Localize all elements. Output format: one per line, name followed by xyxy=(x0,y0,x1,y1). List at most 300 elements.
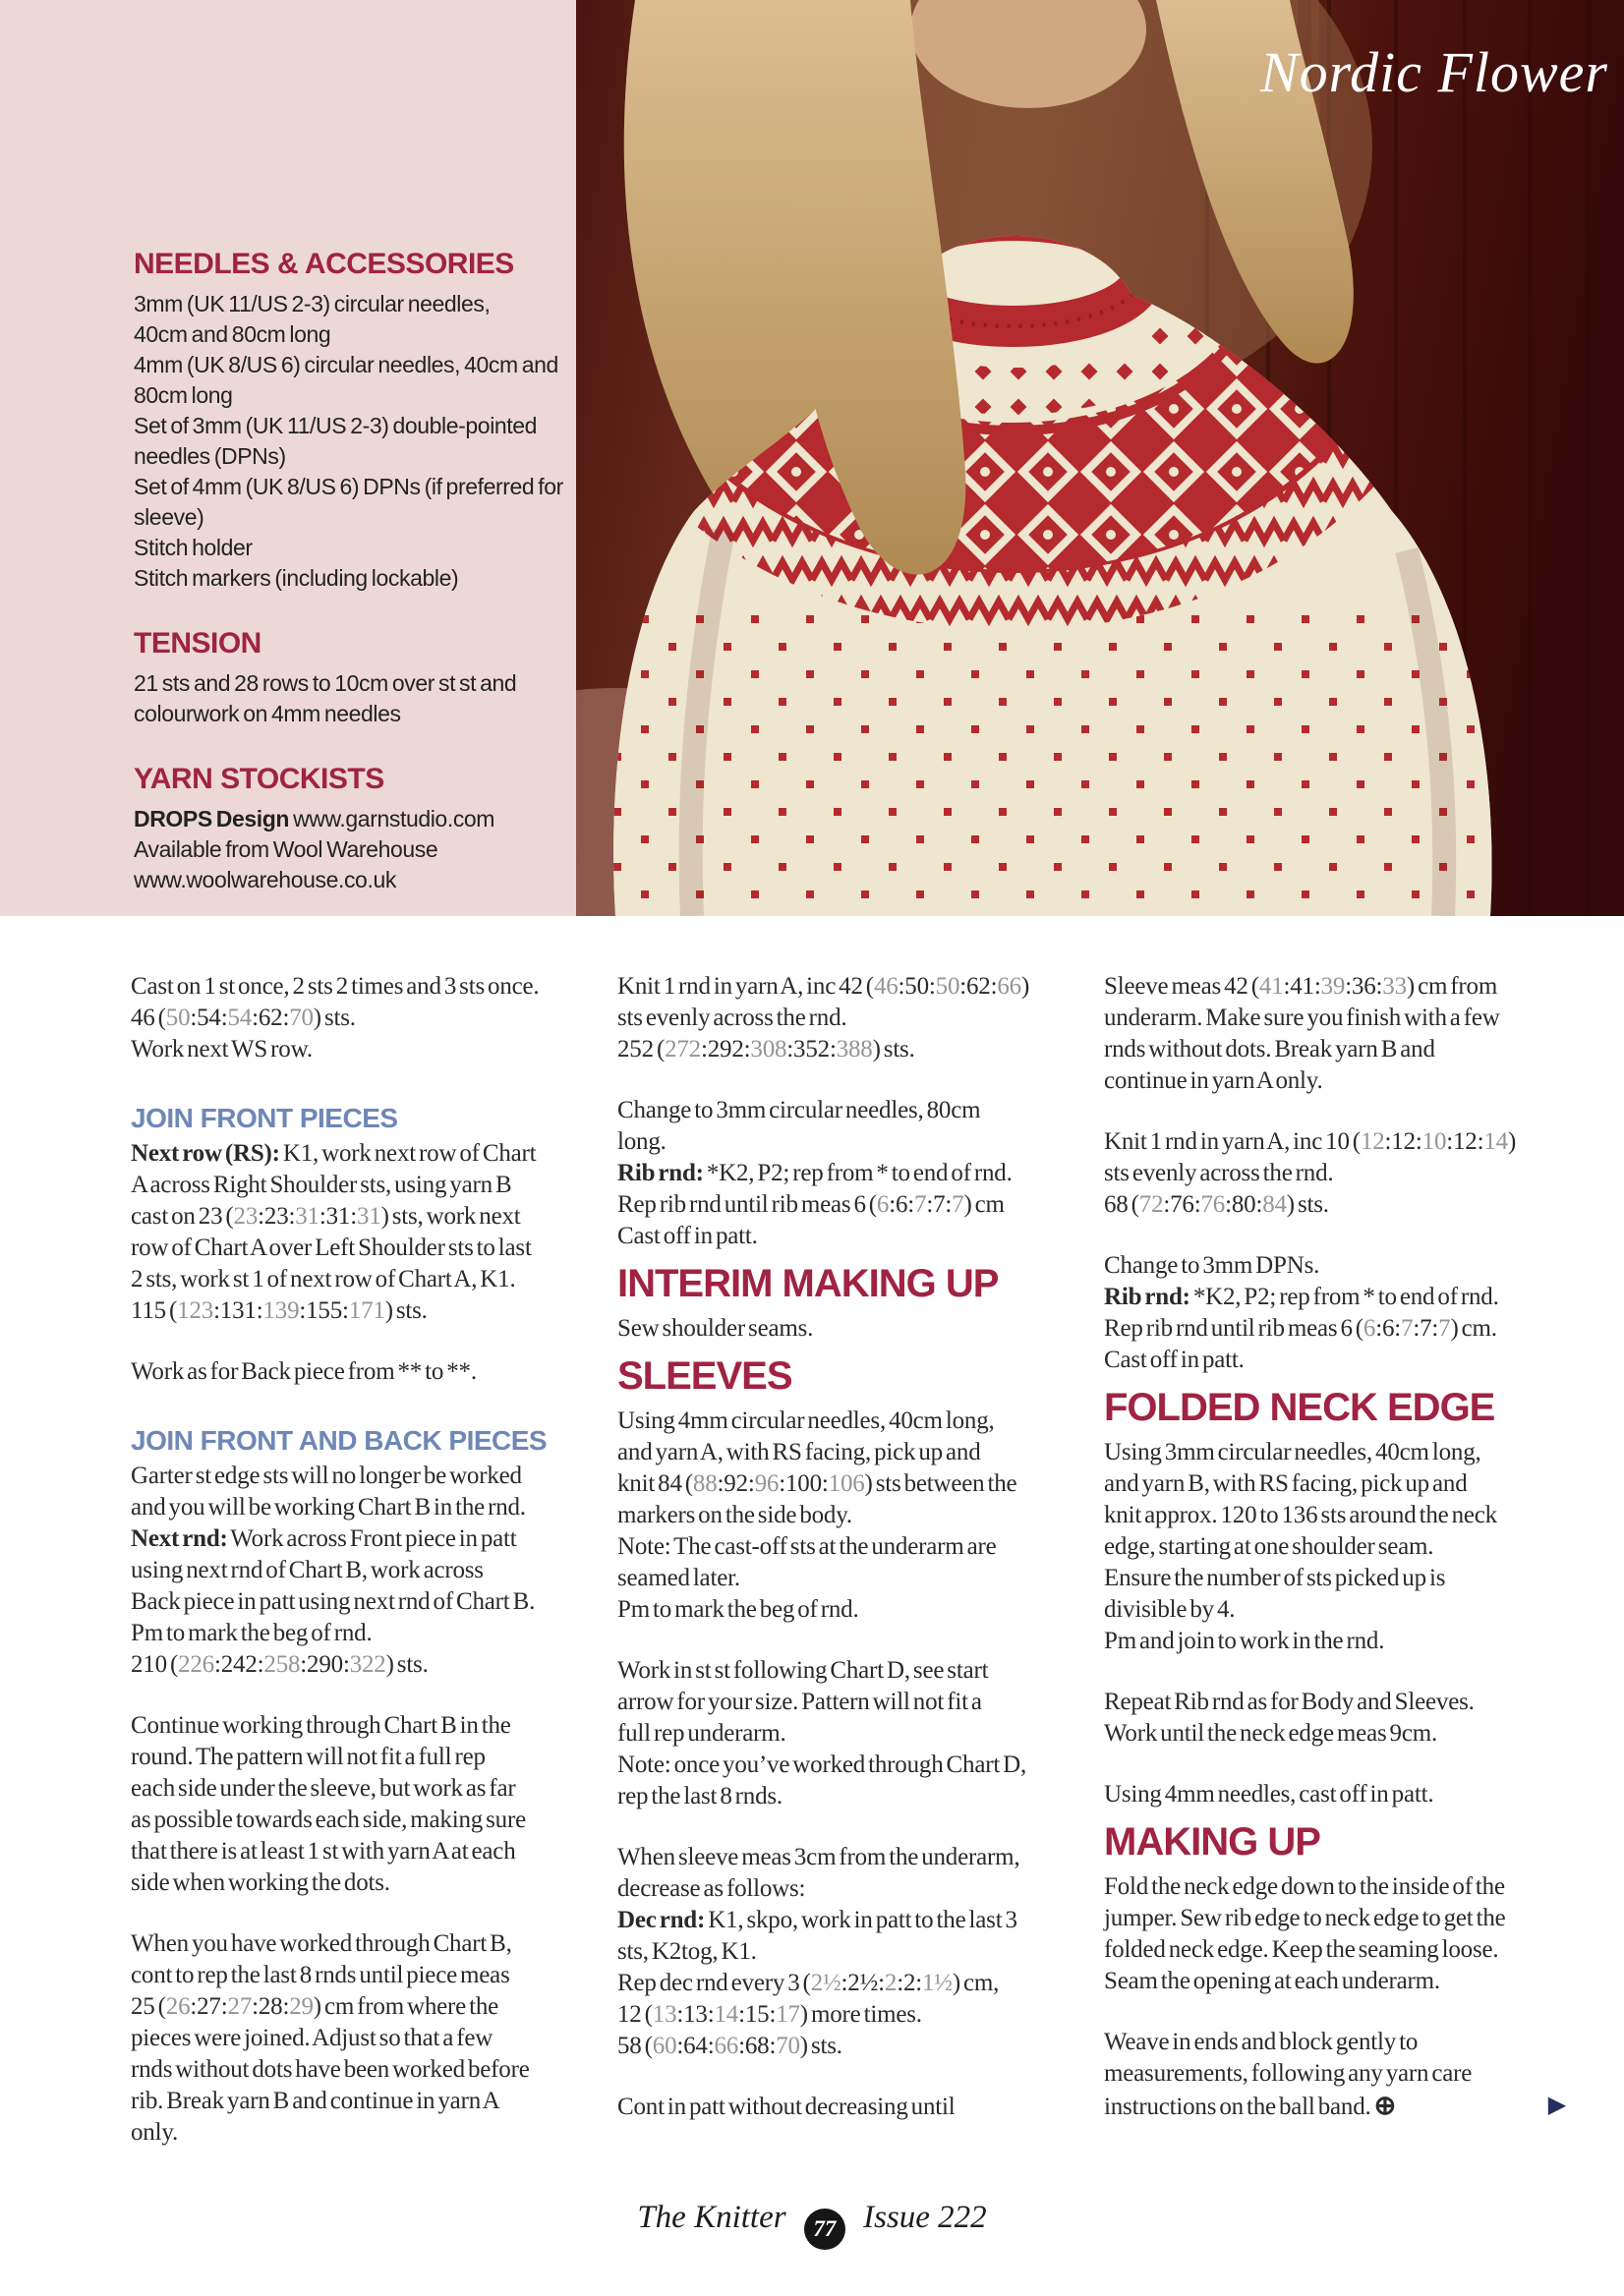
text-run: :2½: xyxy=(841,1970,885,1996)
text-line xyxy=(1104,1779,1566,1810)
section-heading: FOLDED NECK EDGE xyxy=(1104,1386,1495,1429)
paragraph-gap xyxy=(131,1327,593,1356)
pattern-paragraph xyxy=(1104,1437,1566,1657)
text-run: :92: xyxy=(717,1470,755,1497)
text-line xyxy=(134,699,568,729)
text-run: Using 4mm needles, cast off in patt. xyxy=(1104,1781,1434,1808)
text-run: 88 xyxy=(692,1470,718,1497)
text-run: rib. Break yarn B and continue in yarn A xyxy=(131,2088,500,2114)
text-run: 388 xyxy=(836,1036,873,1062)
text-line xyxy=(134,804,568,834)
text-line xyxy=(1104,1345,1566,1376)
text-line xyxy=(1104,1034,1566,1065)
text-line xyxy=(131,971,593,1003)
text-run: When you have worked through Chart B, xyxy=(131,1930,512,1957)
text-run: 7 xyxy=(914,1191,927,1218)
text-run: ) sts. xyxy=(313,1004,356,1031)
text-run: Available from Wool Warehouse xyxy=(134,836,438,862)
text-run: Note: once you’ve worked through Chart D, xyxy=(617,1751,1027,1778)
text-line xyxy=(131,1586,593,1618)
text-line xyxy=(617,1781,1079,1812)
text-run: 72 xyxy=(1138,1191,1164,1218)
section-heading: MAKING UP xyxy=(1104,1820,1320,1864)
pattern-paragraph xyxy=(617,1406,1079,1626)
text-run: 46 xyxy=(873,973,899,1000)
text-line xyxy=(1104,2090,1566,2123)
text-line xyxy=(131,1233,593,1264)
text-run: :6: xyxy=(1375,1315,1402,1342)
section-heading: SLEEVES xyxy=(617,1354,792,1398)
text-run: Next rnd: xyxy=(131,1525,228,1552)
text-run: :76: xyxy=(1163,1191,1201,1218)
text-run: Using 3mm circular needles, 40cm long, xyxy=(1104,1439,1481,1465)
text-line xyxy=(1104,1531,1566,1563)
sub-heading: JOIN FRONT AND BACK PIECES xyxy=(131,1425,548,1456)
text-line xyxy=(617,1003,1079,1034)
text-run: 1½ xyxy=(922,1970,953,1996)
text-line xyxy=(134,319,568,350)
text-run: Ensure the number of sts picked up is xyxy=(1104,1565,1446,1591)
text-line xyxy=(131,2023,593,2054)
text-run: 10 xyxy=(1421,1128,1447,1155)
text-run: :50: xyxy=(898,973,936,1000)
text-run: Cast off in patt. xyxy=(1104,1347,1245,1373)
text-line xyxy=(617,1750,1079,1781)
text-run: 12 ( xyxy=(617,2001,653,2028)
text-line xyxy=(1104,1250,1566,1282)
text-run: that there is at least 1 st with yarn A at each xyxy=(131,1838,516,1865)
text-run: arrow for your size. Pattern will not fit a xyxy=(617,1689,982,1715)
text-line xyxy=(134,472,568,502)
text-run: :64: xyxy=(676,2033,715,2059)
pattern-paragraph xyxy=(617,1655,1079,1812)
text-line xyxy=(134,668,568,699)
text-run: 96 xyxy=(754,1470,780,1497)
paragraph-gap xyxy=(617,1812,1079,1842)
text-run: sleeve) xyxy=(134,504,204,530)
text-run: 66 xyxy=(714,2033,739,2059)
text-line xyxy=(617,1687,1079,1718)
text-run: 171 xyxy=(348,1297,385,1324)
text-run: :23: xyxy=(258,1203,296,1230)
issue-label: Issue 222 xyxy=(863,2200,987,2235)
text-run: colourwork on 4mm needles xyxy=(134,701,401,726)
text-run: side when working the dots. xyxy=(131,1869,390,1896)
text-run: 6 xyxy=(1363,1315,1376,1342)
text-line xyxy=(1104,2027,1566,2058)
text-line xyxy=(134,834,568,865)
text-line xyxy=(1104,1003,1566,1034)
text-run: 106 xyxy=(828,1470,865,1497)
pattern-paragraph xyxy=(1104,1871,1566,1997)
text-run: Set of 4mm (UK 8/US 6) DPNs (if preferred for xyxy=(134,474,563,499)
text-line xyxy=(131,1991,593,2023)
text-run: pieces were joined. Adjust so that a few xyxy=(131,2025,493,2051)
text-line xyxy=(617,1594,1079,1626)
text-run: 41 xyxy=(1258,973,1284,1000)
info-section-heading: NEEDLES & ACCESSORIES xyxy=(134,248,514,280)
pattern-paragraph xyxy=(1104,1779,1566,1810)
text-run: measurements, following any yarn care xyxy=(1104,2060,1473,2087)
text-run: Rep rib rnd until rib meas 6 ( xyxy=(617,1191,877,1218)
text-run: Note: The cast-off sts at the underarm are xyxy=(617,1533,997,1560)
text-run: ) sts. xyxy=(872,1036,915,1062)
text-run: Next row (RS): xyxy=(131,1140,280,1167)
text-run: 40cm and 80cm long xyxy=(134,321,331,347)
pattern-paragraph xyxy=(131,1928,593,2149)
paragraph-gap xyxy=(617,2062,1079,2092)
text-line xyxy=(131,2117,593,2149)
text-run: 66 xyxy=(997,973,1021,1000)
text-run: :7: xyxy=(1413,1315,1439,1342)
text-run: Sleeve meas 42 ( xyxy=(1104,973,1259,1000)
text-run: 23 xyxy=(233,1203,259,1230)
text-run: 7 xyxy=(1401,1315,1414,1342)
text-run: and yarn A, with RS facing, pick up and xyxy=(617,1439,981,1465)
text-line xyxy=(131,1742,593,1773)
text-line xyxy=(131,1138,593,1170)
text-run: 14 xyxy=(714,2001,739,2028)
text-run: continue in yarn A only. xyxy=(1104,1067,1323,1094)
text-run: Pm and join to work in the rnd. xyxy=(1104,1628,1385,1654)
text-run: rep the last 8 rnds. xyxy=(617,1783,783,1809)
paragraph-gap xyxy=(1104,1221,1566,1250)
paragraph-gap xyxy=(617,1065,1079,1095)
text-run: 139 xyxy=(262,1297,300,1324)
text-line xyxy=(134,502,568,533)
pattern-title: Nordic Flower xyxy=(1259,40,1608,104)
text-run: ) cm xyxy=(963,1191,1005,1218)
text-line xyxy=(131,1523,593,1555)
text-run: Rep dec rnd every 3 ( xyxy=(617,1970,811,1996)
text-run: Dec rnd: xyxy=(617,1907,706,1933)
paragraph-gap xyxy=(131,1388,593,1417)
paragraph-gap xyxy=(1104,1997,1566,2027)
text-run: ) sts. xyxy=(1286,1191,1329,1218)
text-run: sts evenly across the rnd. xyxy=(617,1004,847,1031)
text-run: using next rnd of Chart B, work across xyxy=(131,1557,484,1583)
text-run: :62: xyxy=(959,973,998,1000)
text-run: Back piece in patt using next rnd of Chart B. xyxy=(131,1588,536,1615)
text-run: cast on 23 ( xyxy=(131,1203,234,1230)
text-run: 123 xyxy=(177,1297,214,1324)
text-line xyxy=(134,533,568,563)
text-run: needles (DPNs) xyxy=(134,443,286,469)
text-line xyxy=(131,1649,593,1681)
text-run: each side under the sleeve, but work as far xyxy=(131,1775,516,1802)
text-run: sts evenly across the rnd. xyxy=(1104,1160,1334,1186)
info-panel xyxy=(0,0,576,916)
text-line xyxy=(617,971,1079,1003)
text-run: :15: xyxy=(738,2001,777,2028)
text-line xyxy=(1104,1687,1566,1718)
text-line xyxy=(1104,1871,1566,1903)
text-run: ) cm from where the xyxy=(313,1993,499,2020)
text-line xyxy=(617,2092,1079,2123)
text-line xyxy=(1104,1468,1566,1500)
text-run: :6: xyxy=(889,1191,915,1218)
pattern-paragraph xyxy=(1104,1687,1566,1750)
text-line xyxy=(131,1928,593,1960)
text-line xyxy=(617,1718,1079,1750)
text-run: rnds without dots have been worked before xyxy=(131,2056,530,2083)
pattern-paragraph xyxy=(617,1095,1079,1252)
text-line xyxy=(1104,2058,1566,2090)
text-run: 13 xyxy=(652,2001,677,2028)
text-run: 3mm (UK 11/US 2-3) circular needles, xyxy=(134,291,491,316)
text-run: 70 xyxy=(776,2033,800,2059)
text-run: 46 ( xyxy=(131,1004,166,1031)
text-line xyxy=(131,1805,593,1836)
text-run: and yarn B, with RS facing, pick up and xyxy=(1104,1470,1468,1497)
text-run: :100: xyxy=(779,1470,829,1497)
text-run: www.garnstudio.com xyxy=(289,806,495,832)
text-line xyxy=(131,1555,593,1586)
text-run: ) cm from xyxy=(1406,973,1498,1000)
text-run: 70 xyxy=(289,1004,314,1031)
text-run: Cast off in patt. xyxy=(617,1223,758,1249)
pattern-paragraph xyxy=(131,971,593,1065)
text-run: 84 xyxy=(1262,1191,1287,1218)
section-heading: INTERIM MAKING UP xyxy=(617,1262,999,1305)
text-line xyxy=(1104,1500,1566,1531)
text-run: 210 ( xyxy=(131,1651,179,1678)
text-run: :131: xyxy=(213,1297,263,1324)
page-number-badge: 77 xyxy=(804,2209,845,2250)
sweater-photo-illustration xyxy=(576,0,1624,916)
text-run: 2 sts, work st 1 of next row of Chart A, K1. xyxy=(131,1266,516,1292)
text-run: Work in st st following Chart D, see start xyxy=(617,1657,989,1684)
text-run: Seam the opening at each underarm. xyxy=(1104,1968,1440,1994)
pattern-paragraph xyxy=(131,1710,593,1899)
text-line xyxy=(1104,1563,1566,1594)
text-run: :36: xyxy=(1345,973,1383,1000)
text-run: ) xyxy=(1020,973,1030,1000)
text-line xyxy=(617,1563,1079,1594)
text-run: Garter st edge sts will no longer be worked xyxy=(131,1463,522,1489)
text-run: full rep underarm. xyxy=(617,1720,786,1747)
text-run: Work until the neck edge meas 9cm. xyxy=(1104,1720,1438,1747)
text-line xyxy=(1104,971,1566,1003)
text-run: A across Right Shoulder sts, using yarn B xyxy=(131,1172,512,1198)
text-line xyxy=(1104,1966,1566,1997)
pattern-paragraph xyxy=(617,971,1079,1065)
text-run: 50 xyxy=(935,973,960,1000)
text-run: 58 ( xyxy=(617,2033,653,2059)
text-run: Weave in ends and block gently to xyxy=(1104,2029,1419,2055)
text-line xyxy=(617,1406,1079,1437)
text-line xyxy=(617,1999,1079,2031)
text-run: 50 xyxy=(165,1004,191,1031)
text-run: 322 xyxy=(349,1651,386,1678)
text-run: Knit 1 rnd in yarn A, inc 10 ( xyxy=(1104,1128,1361,1155)
text-run: :2: xyxy=(897,1970,922,1996)
text-run: seamed later. xyxy=(617,1565,740,1591)
text-run: long. xyxy=(617,1128,667,1155)
pattern-paragraph xyxy=(1104,1250,1566,1376)
text-run: Cont in patt without decreasing until xyxy=(617,2094,956,2120)
text-run: jumper. Sew rib edge to neck edge to get the xyxy=(1104,1905,1506,1931)
text-run: :80: xyxy=(1225,1191,1263,1218)
text-run: and you will be working Chart B in the rnd. xyxy=(131,1494,526,1521)
text-run: ) cm. xyxy=(1450,1315,1497,1342)
text-run: cont to rep the last 8 rnds until piece meas xyxy=(131,1962,510,1988)
text-run: underarm. Make sure you finish with a few xyxy=(1104,1004,1500,1031)
text-line xyxy=(1104,1313,1566,1345)
text-run: Pm to mark the beg of rnd. xyxy=(617,1596,859,1623)
pattern-column xyxy=(131,971,593,2149)
text-line xyxy=(1104,1158,1566,1189)
text-line xyxy=(131,1618,593,1649)
text-run: Using 4mm circular needles, 40cm long, xyxy=(617,1407,995,1434)
text-run: decrease as follows: xyxy=(617,1875,806,1902)
text-run: Stitch markers (including lockable) xyxy=(134,565,459,591)
text-run: :7: xyxy=(926,1191,953,1218)
text-run: :292: xyxy=(700,1036,751,1062)
pattern-paragraph xyxy=(131,1356,593,1388)
text-run: 27 xyxy=(227,1993,253,2020)
pattern-columns xyxy=(131,971,1566,2149)
text-run: Change to 3mm circular needles, 80cm xyxy=(617,1097,981,1123)
text-run: 76 xyxy=(1200,1191,1226,1218)
text-line xyxy=(617,1158,1079,1189)
text-run: K1, skpo, work in patt to the last 3 xyxy=(705,1907,1017,1933)
text-line xyxy=(131,2054,593,2086)
text-run: :41: xyxy=(1283,973,1321,1000)
text-run: 29 xyxy=(289,1993,314,2020)
text-run: Pm to mark the beg of rnd. xyxy=(131,1620,373,1646)
text-run: only. xyxy=(131,2119,179,2146)
paragraph-gap xyxy=(1104,1657,1566,1687)
pattern-paragraph xyxy=(1104,1126,1566,1221)
text-run: When sleeve meas 3cm from the underarm, xyxy=(617,1844,1020,1870)
text-run: :54: xyxy=(190,1004,228,1031)
text-line xyxy=(617,1437,1079,1468)
text-line xyxy=(617,1221,1079,1252)
text-line xyxy=(1104,1934,1566,1966)
cover-photo xyxy=(576,0,1624,916)
text-line xyxy=(617,1905,1079,1936)
pattern-paragraph xyxy=(131,1138,593,1327)
text-run: Fold the neck edge down to the inside of the xyxy=(1104,1873,1505,1900)
text-run: *K2, P2; rep from * to end of rnd. xyxy=(703,1160,1013,1186)
text-line xyxy=(134,563,568,594)
paragraph-gap xyxy=(131,1681,593,1710)
sub-heading: JOIN FRONT PIECES xyxy=(131,1103,398,1133)
paragraph-gap xyxy=(131,1065,593,1095)
text-run: ) sts between the xyxy=(864,1470,1017,1497)
text-run: Rep rib rnd until rib meas 6 ( xyxy=(1104,1315,1363,1342)
text-run: 6 xyxy=(876,1191,890,1218)
text-run: 4mm (UK 8/US 6) circular needles, 40cm and xyxy=(134,352,558,377)
end-of-pattern-icon: ⊕ xyxy=(1373,2091,1397,2120)
text-run: :62: xyxy=(252,1004,290,1031)
text-run: :290: xyxy=(300,1651,350,1678)
text-line xyxy=(131,2086,593,2117)
pattern-paragraph xyxy=(617,2092,1079,2123)
text-run: :12: xyxy=(1384,1128,1422,1155)
text-line xyxy=(1104,1282,1566,1313)
pattern-paragraph xyxy=(1104,2027,1566,2123)
text-run: 60 xyxy=(652,2033,677,2059)
text-run: instructions on the ball band. xyxy=(1104,2094,1374,2120)
text-run: 26 xyxy=(165,1993,191,2020)
text-line xyxy=(617,1313,1079,1345)
text-run: Set of 3mm (UK 11/US 2-3) double-pointed xyxy=(134,413,538,438)
text-line xyxy=(617,1842,1079,1873)
paragraph-gap xyxy=(617,1626,1079,1655)
text-run: Work as for Back piece from ** to **. xyxy=(131,1358,477,1385)
pattern-column xyxy=(1104,971,1566,2149)
text-run: :68: xyxy=(738,2033,777,2059)
text-line xyxy=(131,1170,593,1201)
text-run: 17 xyxy=(776,2001,800,2028)
text-run: Repeat Rib rnd as for Body and Sleeves. xyxy=(1104,1689,1475,1715)
text-line xyxy=(134,380,568,411)
text-run: 39 xyxy=(1320,973,1346,1000)
text-run: knit approx. 120 to 136 sts around the neck xyxy=(1104,1502,1497,1528)
text-run: 21 sts and 28 rows to 10cm over st st and xyxy=(134,670,517,696)
text-run: 12 xyxy=(1360,1128,1385,1155)
text-run: 7 xyxy=(1438,1315,1451,1342)
text-run: www.woolwarehouse.co.uk xyxy=(134,867,396,892)
pattern-paragraph xyxy=(617,1313,1079,1345)
text-line xyxy=(134,411,568,441)
text-run: 33 xyxy=(1382,973,1407,1000)
text-run: :155: xyxy=(299,1297,349,1324)
text-line xyxy=(617,1468,1079,1500)
text-line xyxy=(131,1295,593,1327)
pattern-paragraph xyxy=(1104,971,1566,1097)
magazine-name: The Knitter xyxy=(637,2200,786,2235)
text-line xyxy=(131,1710,593,1742)
pattern-column xyxy=(617,971,1079,2149)
text-run: sts, K2tog, K1. xyxy=(617,1938,757,1965)
text-line xyxy=(134,441,568,472)
text-run: ) cm, xyxy=(952,1970,1000,1996)
text-line xyxy=(617,1500,1079,1531)
text-line xyxy=(617,1034,1079,1065)
text-run: :242: xyxy=(213,1651,264,1678)
text-run: 31 xyxy=(295,1203,319,1230)
page-footer xyxy=(0,2200,1624,2250)
text-run: :12: xyxy=(1446,1128,1484,1155)
text-line xyxy=(1104,1189,1566,1221)
text-run: 80cm long xyxy=(134,382,233,408)
text-run: round. The pattern will not fit a full rep xyxy=(131,1744,486,1770)
text-line xyxy=(1104,1903,1566,1934)
text-line xyxy=(617,1655,1079,1687)
text-run: *K2, P2; rep from * to end of rnd. xyxy=(1189,1284,1499,1310)
text-run: divisible by 4. xyxy=(1104,1596,1236,1623)
paragraph-gap xyxy=(1104,1097,1566,1126)
pattern-paragraph xyxy=(617,1842,1079,2062)
info-panel-sections xyxy=(134,248,568,895)
text-run: ) sts. xyxy=(385,1651,429,1678)
text-run: K1, work next row of Chart xyxy=(279,1140,537,1167)
text-line xyxy=(617,1126,1079,1158)
text-run: 54 xyxy=(227,1004,253,1031)
text-run: Stitch holder xyxy=(134,535,253,560)
text-run: :13: xyxy=(676,2001,715,2028)
text-run: Rib rnd: xyxy=(617,1160,704,1186)
paragraph-gap xyxy=(131,1899,593,1928)
text-run: 308 xyxy=(750,1036,787,1062)
text-run: 226 xyxy=(178,1651,214,1678)
text-run: Continue working through Chart B in the xyxy=(131,1712,511,1739)
text-line xyxy=(1104,1126,1566,1158)
text-run: markers on the side body. xyxy=(617,1502,852,1528)
